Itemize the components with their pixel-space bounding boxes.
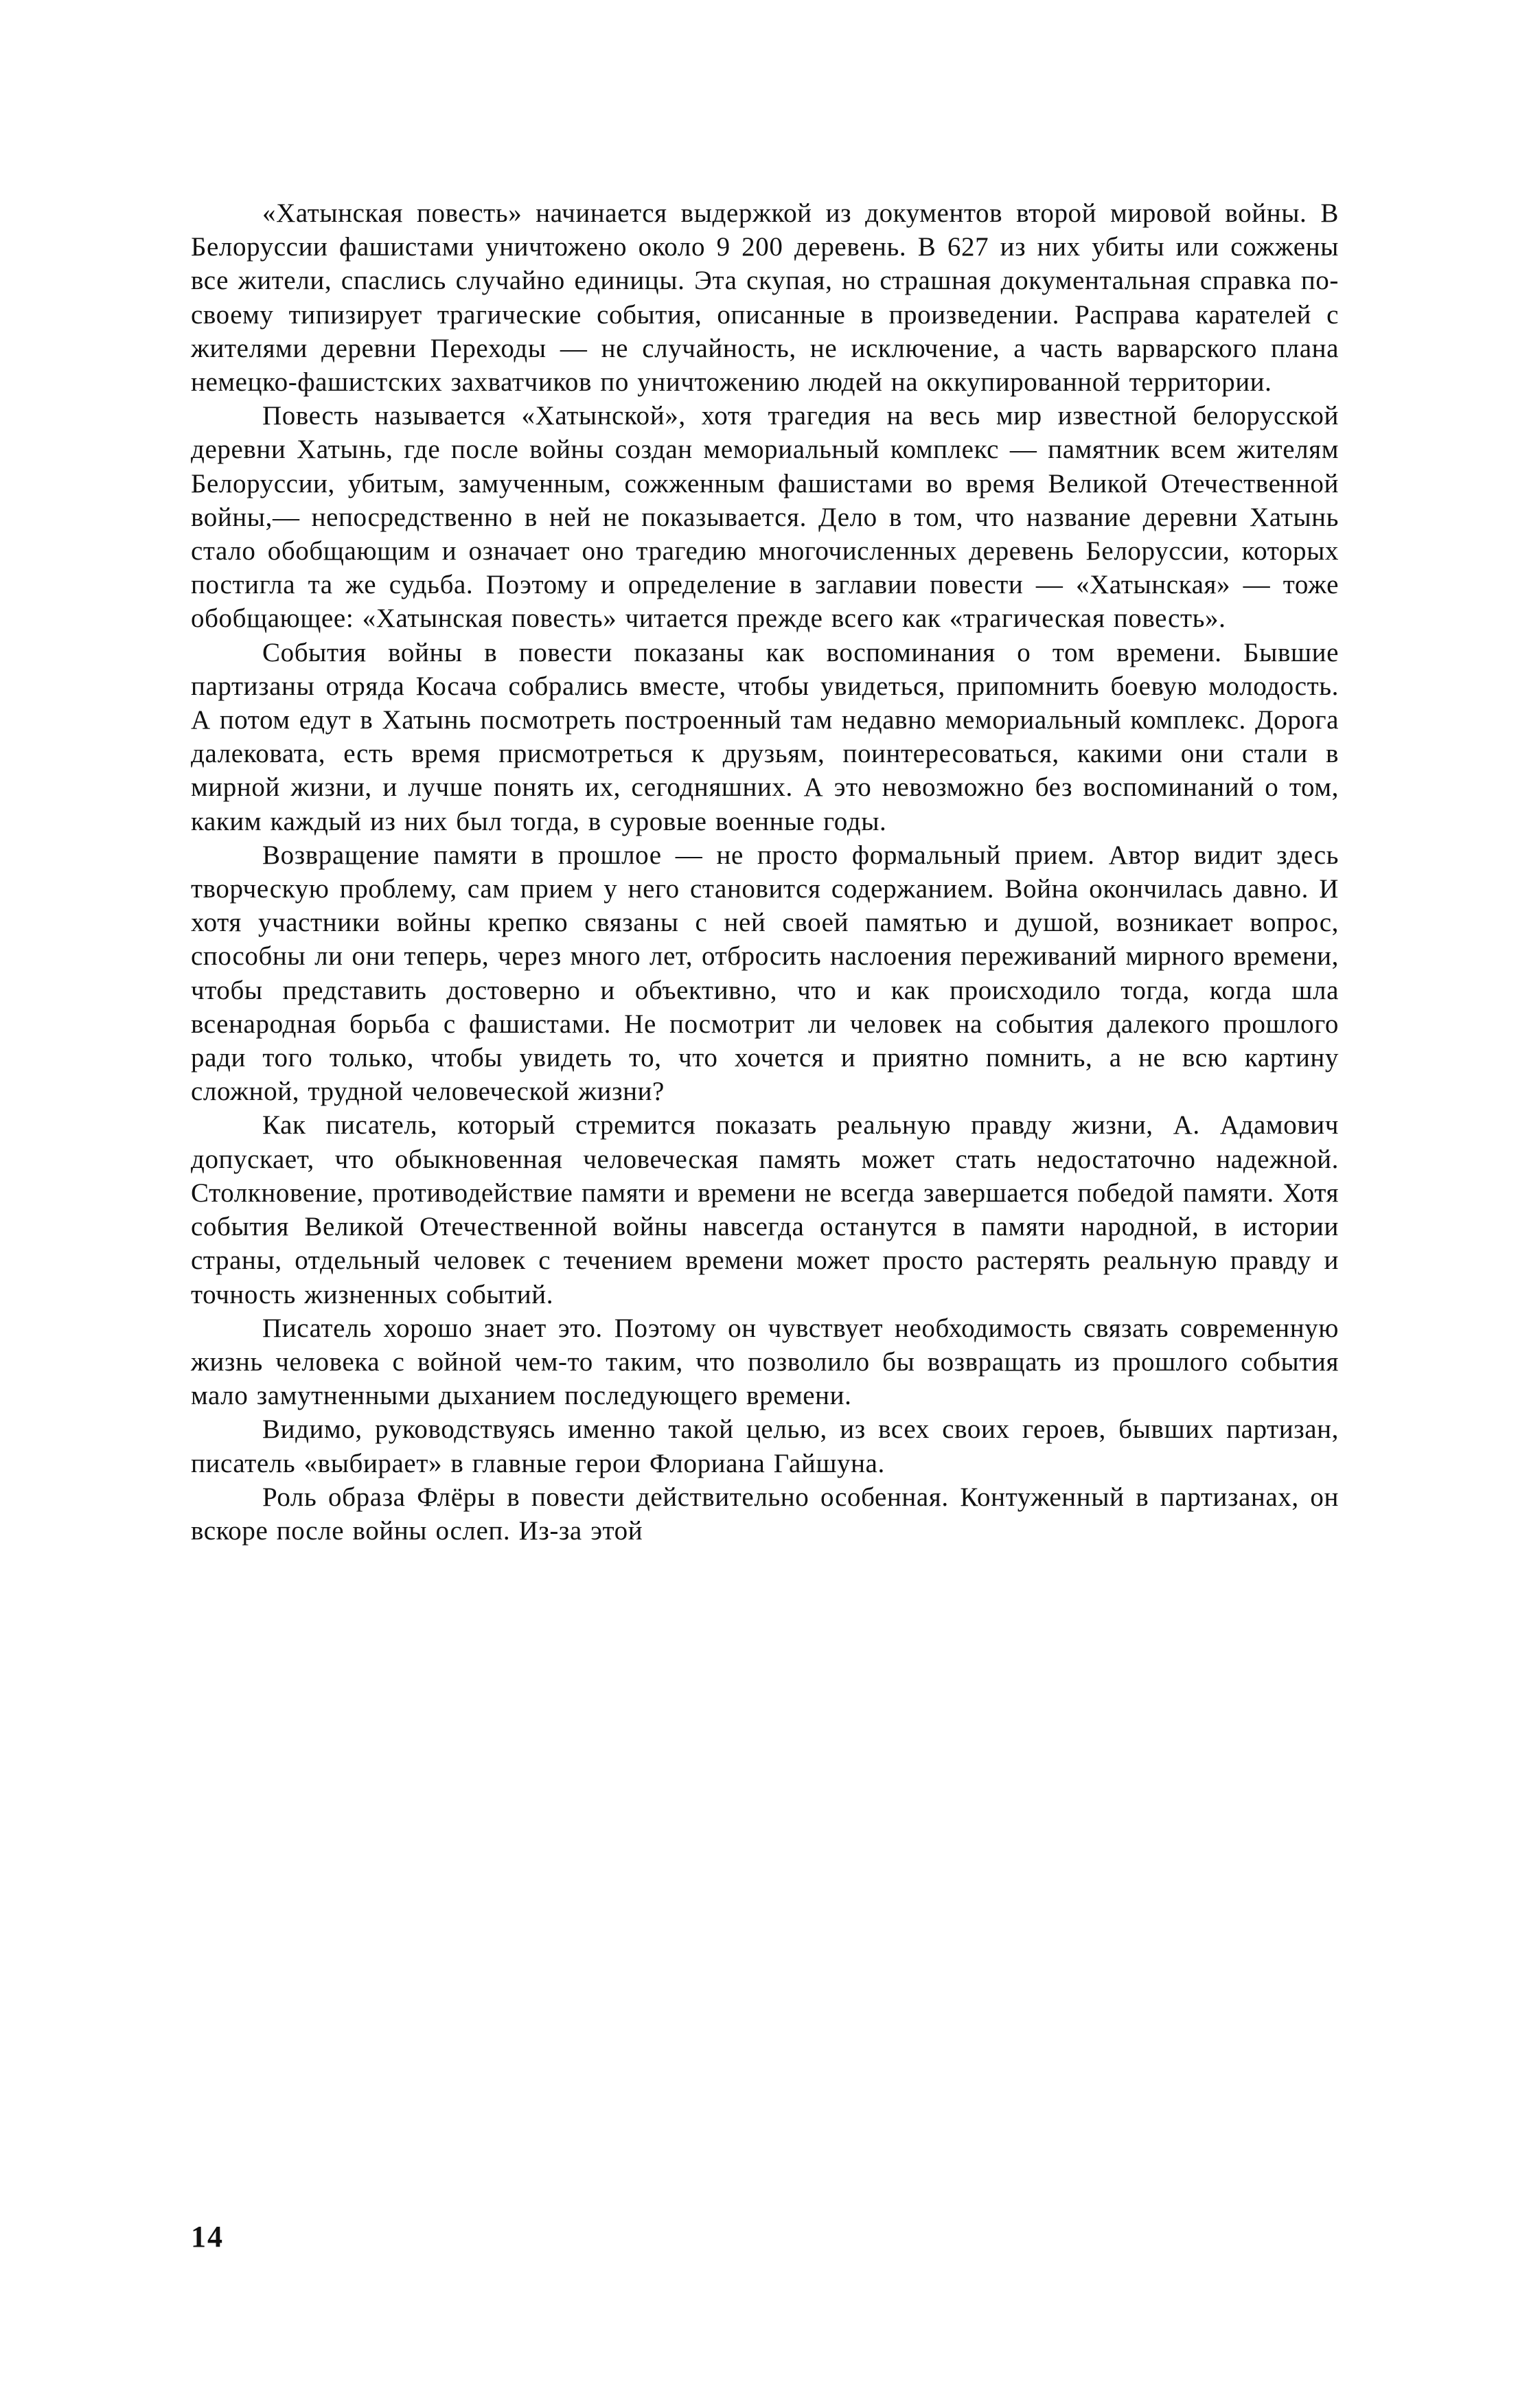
paragraph-1: «Хатынская повесть» начинается выдержкой из документов второй мировой войны. В Белоруссии фашистами уничтожено около 9 200 деревень. В 627 из них убиты или сожжены все жители, спаслись случайно единицы. Эта скупая, но страшная документальная справка по-своему типизирует трагические события, описанные в произведении. Расправа карателей с жителями деревни Переходы — не случайность, не исключение, а часть варварского плана немецко-фашистских захватчиков по уничтожению людей на оккупированной территории. <box>191 198 1339 398</box>
page-number: 14 <box>191 2220 224 2254</box>
paragraph-2: Повесть называется «Хатынской», хотя трагедия на весь мир известной белорусской деревни Хатынь, где после войны создан мемориальный комплекс — памятник всем жителям Белоруссии, убитым, замученным, сожженным фашистами во время Великой Отечественной войны,— непосредственно в ней не показывается. Дело в том, что название деревни Хатынь стало обобщающим и означает оно трагедию многочисленных деревень Белоруссии, которых постигла та же судьба. Поэтому и определение в заглавии повести — «Хатынская» — тоже обобщающее: «Хатынская повесть» читается прежде всего как «трагическая повесть». <box>191 401 1339 634</box>
paragraph-4: Возвращение памяти в прошлое — не просто формальный прием. Автор видит здесь творческую проблему, сам прием у него становится содержанием. Война окончилась давно. И хотя участники войны крепко связаны с ней своей памятью и душой, возникает вопрос, способны ли они теперь, через много лет, отбросить наслоения переживаний мирного времени, чтобы представить достоверно и объективно, что и как происходило тогда, когда шла всенародная борьба с фашистами. Не посмотрит ли человек на события далекого прошлого ради того только, чтобы увидеть то, что хочется и приятно помнить, а не всю картину сложной, трудной человеческой жизни? <box>191 840 1339 1107</box>
paragraph-3: События войны в повести показаны как воспоминания о том времени. Бывшие партизаны отряда Косача собрались вместе, чтобы увидеться, припомнить боевую молодость. А потом едут в Хатынь посмотреть построенный там недавно мемориальный комплекс. Дорога далековата, есть время присмотреться к друзьям, поинтересоваться, какими они стали в мирной жизни, и лучше понять их, сегодняшних. А это невозможно без воспоминаний о том, каким каждый из них был тогда, в суровые военные годы. <box>191 637 1339 836</box>
paragraph-5: Как писатель, который стремится показать реальную правду жизни, А. Адамович допускает, что обыкновенная человеческая память может стать недостаточно надежной. Столкновение, противодействие памяти и времени не всегда завершается победой памяти. Хотя события Великой Отечественной войны навсегда останутся в памяти народной, в истории страны, отдельный человек с течением времени может просто растерять реальную правду и точность жизненных событий. <box>191 1110 1339 1309</box>
body-text <box>191 196 1339 1548</box>
paragraph-7: Видимо, руководствуясь именно такой целью, из всех своих героев, бывших партизан, писатель «выбирает» в главные герои Флориана Гайшуна. <box>191 1414 1339 1478</box>
paragraph-8: Роль образа Флёры в повести действительно особенная. Контуженный в партизанах, он вскоре после войны ослеп. Из-за этой <box>191 1482 1339 1546</box>
paragraph-6: Писатель хорошо знает это. Поэтому он чувствует необходимость связать современную жизнь человека с войной чем-то таким, что позволило бы возвращать из прошлого события мало замутненными дыханием последующего времени. <box>191 1313 1339 1411</box>
